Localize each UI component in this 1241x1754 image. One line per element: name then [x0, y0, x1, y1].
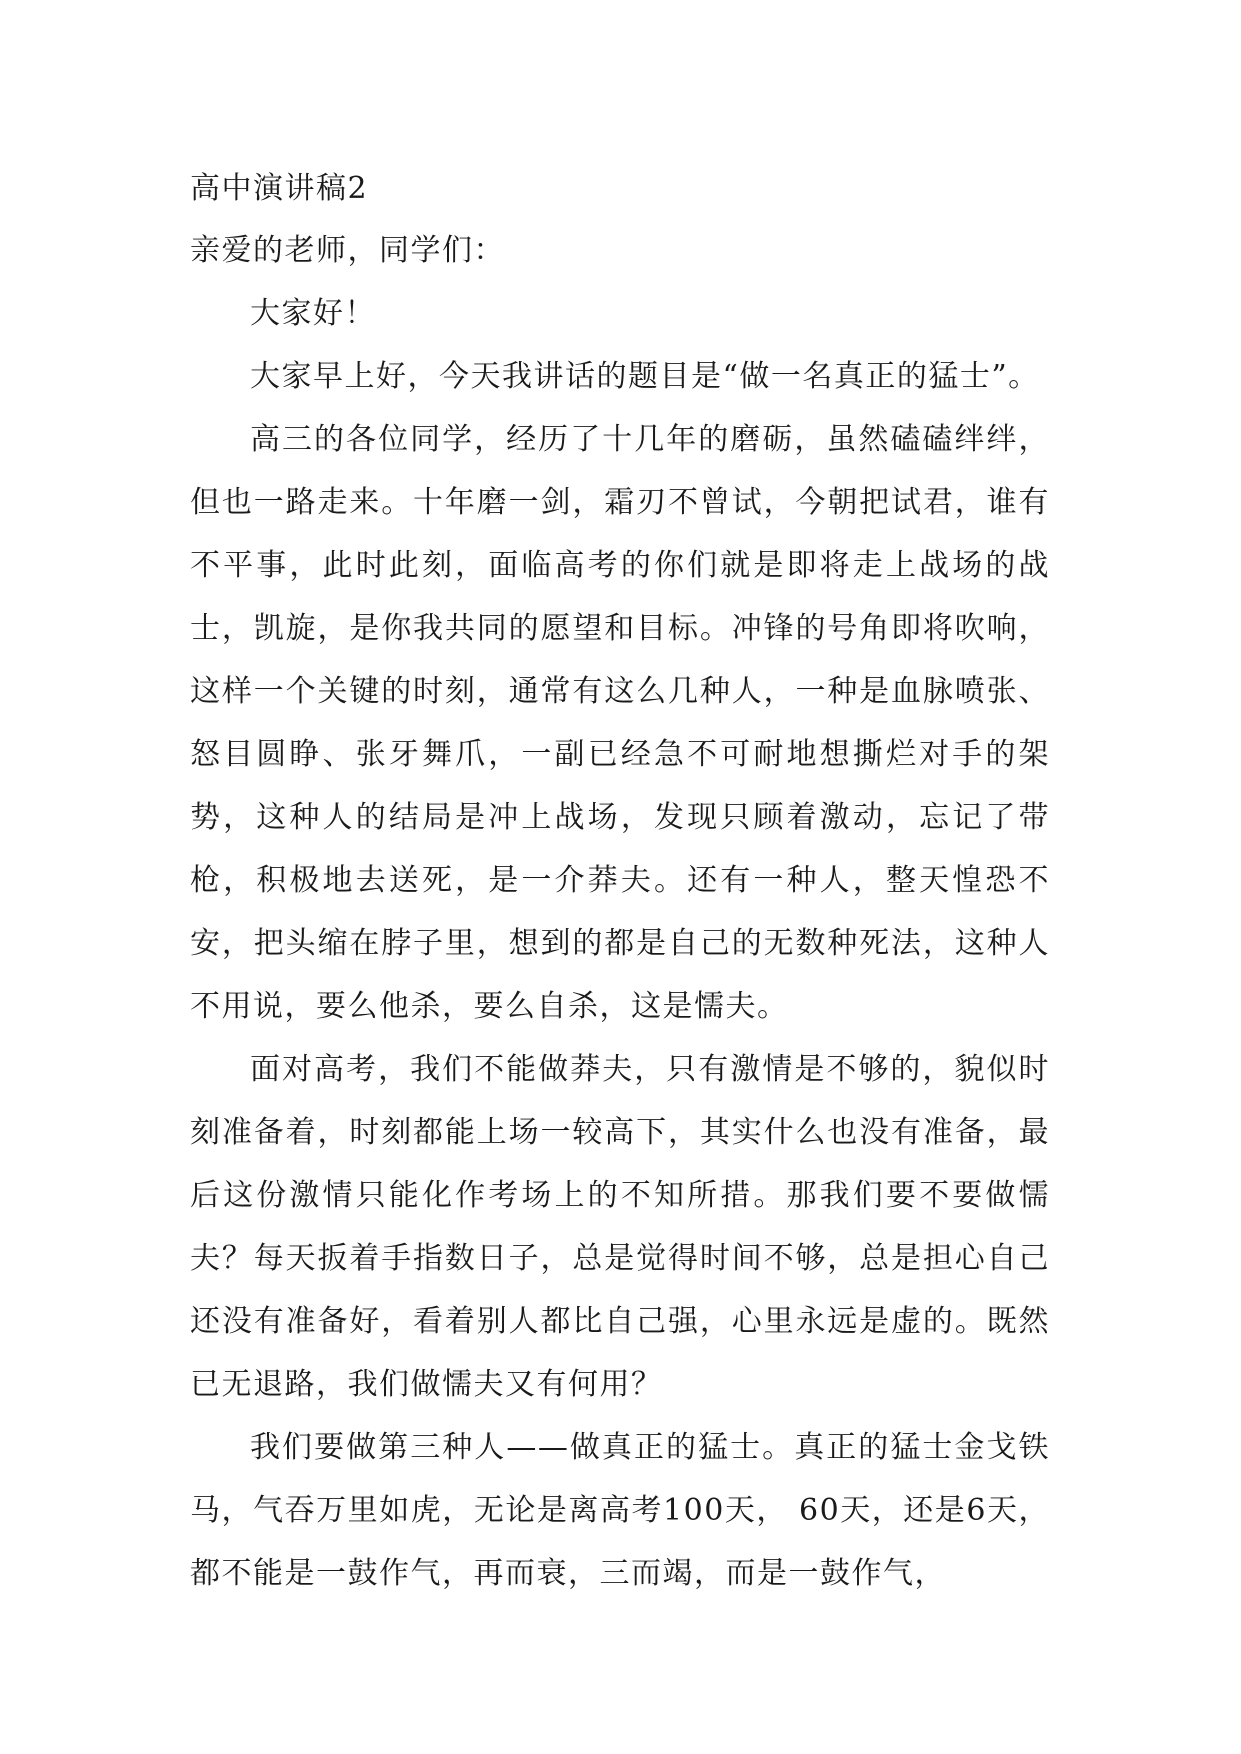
salutation: 亲爱的老师，同学们：: [190, 233, 505, 268]
document-body: [190, 158, 1050, 1605]
paragraph-not-reckless-not-coward: 面对高考，我们不能做莽夫，只有激情是不够的，貌似时刻准备着，时刻都能上场一较高下，其实什么也没有准备，最后这份激情只能化作考场上的不知所措。那我们要不要做懦夫？每天扳着手指数日子，总是觉得时间不够，总是担心自己还没有准备好，看着别人都比自己强，心里永远是虚的。既然已无退路，我们做懦夫又有何用？: [190, 1052, 1050, 1402]
paragraph-two-types: 高三的各位同学，经历了十几年的磨砺，虽然磕磕绊绊，但也一路走来。十年磨一剑，霜刃不曾试，今朝把试君，谁有不平事，此时此刻，面临高考的你们就是即将走上战场的战士，凯旋，是你我共同的愿望和目标。冲锋的号角即将吹响，这样一个关键的时刻，通常有这么几种人，一种是血脉喷张、怒目圆睁、张牙舞爪，一副已经急不可耐地想撕烂对手的架势，这种人的结局是冲上战场，发现只顾着激动，忘记了带枪，积极地去送死，是一介莽夫。还有一种人，整天惶恐不安，把头缩在脖子里，想到的都是自己的无数种死法，这种人不用说，要么他杀，要么自杀，这是懦夫。: [190, 422, 1050, 1024]
paragraph-true-warrior: 我们要做第三种人——做真正的猛士。真正的猛士金戈铁马，气吞万里如虎，无论是离高考100天， 60天，还是6天，都不能是一鼓作气，再而衰，三而竭，而是一鼓作气，: [190, 1430, 1050, 1591]
document-title: 高中演讲稿2: [190, 171, 369, 206]
paragraph-topic: 大家早上好，今天我讲话的题目是“做一名真正的猛士”。: [250, 359, 1040, 394]
paragraph-greeting: 大家好！: [250, 296, 376, 331]
